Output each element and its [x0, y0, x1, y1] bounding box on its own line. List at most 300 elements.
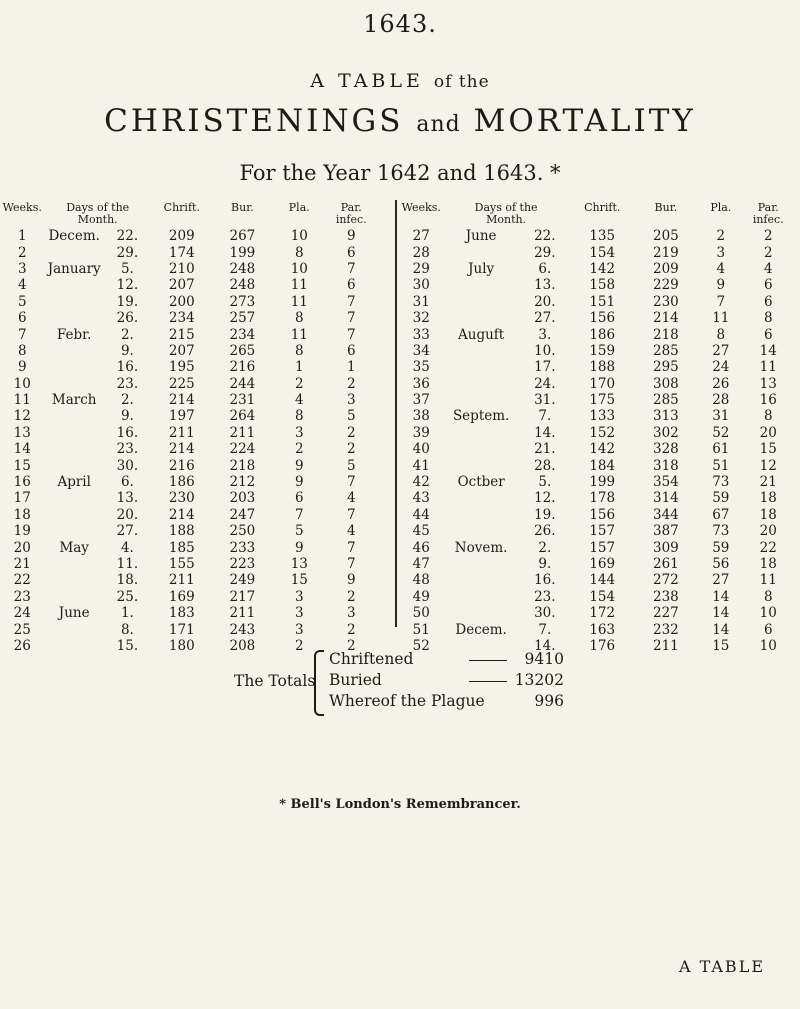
cell-parishes-infected: 5 — [346, 457, 356, 474]
cell-christenings: 169 — [589, 556, 616, 572]
cell-week: 2 — [17, 244, 27, 261]
cell-parishes-infected: 3 — [346, 392, 356, 409]
table-row — [0, 621, 376, 637]
cell-day: 2. — [120, 326, 134, 343]
cell-plague: 11 — [290, 293, 308, 310]
cell-week: 44 — [412, 506, 430, 523]
cell-christenings: 171 — [168, 621, 195, 638]
cell-plague: 4 — [294, 392, 304, 409]
table-row — [0, 294, 376, 310]
cell-month — [442, 277, 519, 293]
cell-burials: 249 — [229, 572, 256, 589]
totals-plague-label: Whereof the Plague — [329, 692, 485, 710]
cell-burials: 212 — [229, 474, 256, 491]
cell-parishes-infected: 8 — [763, 588, 773, 605]
cell-parishes-infected: 8 — [763, 408, 773, 425]
cell-parishes-infected: 7 — [346, 506, 356, 523]
cell-parishes-infected: 8 — [763, 310, 773, 327]
table-row — [400, 523, 792, 539]
cell-christenings: 216 — [168, 457, 195, 474]
cell-christenings: 214 — [168, 506, 195, 523]
cell-day: 6. — [120, 474, 134, 491]
cell-plague: 1 — [294, 359, 304, 376]
cell-plague: 3 — [294, 424, 304, 441]
cell-month: Auguft — [458, 326, 505, 343]
cell-month: Novem. — [454, 539, 508, 556]
cell-day: 9. — [538, 556, 552, 572]
cell-month: March — [51, 392, 97, 409]
cell-parishes-infected: 4 — [346, 490, 356, 507]
cell-day: 19. — [116, 293, 139, 310]
cell-burials: 265 — [229, 342, 256, 359]
cell-burials: 214 — [653, 310, 679, 327]
cell-week: 17 — [13, 490, 31, 507]
cell-week: 1 — [17, 228, 27, 245]
cell-day: 7. — [538, 621, 552, 638]
cell-plague: 8 — [294, 244, 304, 261]
table-row — [400, 441, 792, 457]
cell-burials: 216 — [229, 359, 256, 376]
cell-parishes-infected: 6 — [346, 342, 356, 359]
catchword: A TABLE — [678, 957, 765, 976]
cell-month — [45, 572, 104, 588]
cell-day: 25. — [116, 588, 139, 605]
cell-day: 30. — [534, 605, 556, 622]
cell-parishes-infected: 14 — [759, 342, 777, 359]
cell-week: 11 — [13, 392, 31, 409]
cell-parishes-infected: 2 — [346, 588, 356, 605]
cell-plague: 3 — [294, 621, 304, 638]
cell-week: 10 — [13, 375, 31, 392]
table-row — [0, 244, 376, 260]
cell-burials: 223 — [229, 556, 256, 572]
table-row — [0, 539, 376, 555]
cell-burials: 205 — [653, 228, 679, 245]
cell-week: 7 — [17, 326, 27, 343]
header-christenings: Chrift. — [584, 201, 621, 214]
table-row — [400, 457, 792, 473]
cell-day: 9. — [120, 408, 134, 425]
cell-christenings: 180 — [168, 637, 195, 654]
title-line-2 — [0, 103, 800, 139]
totals-buried-row — [329, 671, 564, 691]
cell-parishes-infected: 2 — [763, 244, 773, 261]
cell-christenings: 157 — [589, 523, 616, 540]
cell-week: 6 — [17, 310, 27, 327]
cell-week: 34 — [412, 342, 430, 359]
cell-christenings: 135 — [589, 228, 616, 245]
cell-week: 41 — [412, 457, 430, 474]
cell-parishes-infected: 7 — [346, 474, 356, 491]
cell-christenings: 159 — [589, 342, 616, 359]
cell-plague: 27 — [712, 572, 730, 589]
cell-parishes-infected: 15 — [759, 441, 777, 458]
cell-parishes-infected: 7 — [346, 310, 356, 327]
cell-month — [45, 457, 104, 473]
cell-month: Decem. — [455, 621, 507, 638]
title-line-1 — [0, 70, 800, 92]
cell-month: June — [465, 228, 497, 245]
cell-burials: 199 — [229, 244, 256, 261]
cell-day: 8. — [120, 621, 134, 638]
cell-day: 4. — [120, 539, 134, 556]
cell-christenings: 151 — [589, 293, 616, 310]
header-days-line1: Days of the — [474, 201, 538, 214]
year-header: 1643. — [363, 10, 437, 38]
table-row — [0, 556, 376, 572]
cell-week: 36 — [412, 375, 430, 392]
cell-day: 10. — [534, 342, 556, 359]
cell-burials: 244 — [229, 375, 256, 392]
cell-burials: 219 — [653, 244, 679, 261]
cell-burials: 238 — [653, 588, 679, 605]
cell-week: 19 — [13, 523, 31, 540]
cell-parishes-infected: 16 — [759, 392, 777, 409]
cell-week: 38 — [412, 408, 430, 425]
totals-plague-value: 996 — [534, 692, 564, 710]
cell-week: 29 — [412, 260, 430, 277]
header-days-of-month — [45, 202, 151, 228]
cell-parishes-infected: 6 — [763, 326, 773, 343]
cell-parishes-infected: 18 — [759, 490, 777, 507]
cell-parishes-infected: 21 — [759, 474, 777, 491]
cell-parishes-infected: 2 — [346, 375, 356, 392]
cell-week: 39 — [412, 424, 430, 441]
cell-day: 2. — [120, 392, 134, 409]
cell-plague: 51 — [712, 457, 730, 474]
cell-week: 48 — [412, 572, 430, 589]
cell-plague: 2 — [294, 375, 304, 392]
table-row — [400, 244, 792, 260]
table-row — [400, 605, 792, 621]
table-row — [400, 392, 792, 408]
totals-block — [234, 650, 564, 716]
table-row — [0, 457, 376, 473]
cell-burials: 328 — [653, 441, 679, 458]
cell-plague: 10 — [290, 228, 308, 245]
table-row — [400, 277, 792, 293]
cell-week: 51 — [412, 621, 430, 638]
cell-christenings: 186 — [168, 474, 195, 491]
dash-rule — [469, 660, 507, 661]
table-row — [400, 228, 792, 244]
cell-month — [442, 376, 519, 392]
cell-christenings: 225 — [168, 375, 195, 392]
cell-week: 32 — [412, 310, 430, 327]
cell-month — [45, 523, 104, 539]
cell-week: 20 — [13, 539, 31, 556]
cell-week: 43 — [412, 490, 430, 507]
cell-day: 29. — [116, 244, 139, 261]
cell-christenings: 169 — [168, 588, 195, 605]
cell-christenings: 200 — [168, 293, 195, 310]
cell-christenings: 142 — [589, 260, 616, 277]
cell-week: 12 — [13, 408, 31, 425]
cell-christenings: 197 — [168, 408, 195, 425]
dash-rule — [469, 681, 507, 682]
cell-christenings: 210 — [168, 260, 195, 277]
footnote: * Bell's London's Remembrancer. — [279, 797, 521, 812]
cell-month — [442, 605, 519, 621]
cell-month — [45, 310, 104, 326]
cell-burials: 257 — [229, 310, 256, 327]
cell-burials: 308 — [653, 375, 679, 392]
cell-burials: 217 — [229, 588, 256, 605]
cell-week: 4 — [17, 277, 27, 294]
cell-plague: 9 — [294, 539, 304, 556]
cell-month: May — [59, 539, 89, 556]
cell-month — [45, 359, 104, 375]
cell-burials: 248 — [229, 277, 256, 294]
totals-brace — [314, 650, 324, 716]
cell-christenings: 195 — [168, 359, 195, 376]
cell-plague: 2 — [294, 441, 304, 458]
cell-burials: 208 — [229, 637, 256, 654]
cell-plague: 59 — [712, 490, 730, 507]
cell-burials: 229 — [653, 277, 679, 294]
cell-week: 25 — [13, 621, 31, 638]
cell-christenings: 172 — [589, 605, 616, 622]
cell-burials: 295 — [653, 359, 679, 376]
cell-plague: 9 — [294, 474, 304, 491]
cell-parishes-infected: 18 — [759, 506, 777, 523]
cell-day: 22. — [116, 228, 139, 245]
cell-month — [442, 392, 519, 408]
cell-christenings: 207 — [168, 342, 195, 359]
cell-christenings: 183 — [168, 605, 195, 622]
cell-burials: 234 — [229, 326, 256, 343]
cell-burials: 211 — [229, 424, 256, 441]
cell-christenings: 188 — [168, 523, 195, 540]
table-row — [0, 392, 376, 408]
cell-parishes-infected: 10 — [759, 605, 777, 622]
title-year-range: For the Year 1642 and 1643. * — [239, 161, 561, 185]
cell-month — [442, 425, 519, 441]
cell-week: 13 — [13, 424, 31, 441]
cell-parishes-infected: 3 — [346, 605, 356, 622]
cell-plague: 56 — [712, 556, 730, 572]
cell-christenings: 156 — [589, 310, 616, 327]
cell-plague: 9 — [294, 457, 304, 474]
cell-plague: 59 — [712, 539, 730, 556]
totals-christened-label: Chriftened — [329, 650, 414, 668]
cell-parishes-infected: 11 — [759, 572, 777, 589]
cell-month — [442, 343, 519, 359]
cell-month — [442, 523, 519, 539]
table-row — [0, 589, 376, 605]
table-row — [0, 474, 376, 490]
cell-burials: 243 — [229, 621, 256, 638]
cell-burials: 272 — [653, 572, 679, 589]
cell-christenings: 144 — [589, 572, 616, 589]
cell-month: Septem. — [452, 408, 510, 425]
cell-week: 31 — [412, 293, 430, 310]
header-par-line2: infec. — [752, 213, 784, 226]
cell-burials: 309 — [653, 539, 679, 556]
cell-parishes-infected: 7 — [346, 539, 356, 556]
table-row — [0, 310, 376, 326]
cell-parishes-infected: 20 — [759, 424, 777, 441]
cell-parishes-infected: 7 — [346, 556, 356, 572]
cell-burials: 261 — [653, 556, 679, 572]
header-weeks: Weeks. — [401, 201, 441, 214]
totals-label: The Totals — [234, 672, 316, 690]
cell-parishes-infected: 6 — [763, 277, 773, 294]
cell-week: 27 — [412, 228, 430, 245]
cell-christenings: 234 — [168, 310, 195, 327]
cell-month — [45, 244, 104, 260]
cell-parishes-infected: 6 — [763, 621, 773, 638]
cell-day: 26. — [534, 523, 556, 540]
cell-christenings: 152 — [589, 424, 616, 441]
cell-burials: 247 — [229, 506, 256, 523]
cell-plague: 14 — [712, 621, 730, 638]
cell-week: 50 — [412, 605, 430, 622]
cell-day: 5. — [538, 474, 552, 491]
cell-parishes-infected: 2 — [346, 424, 356, 441]
cell-week: 35 — [412, 359, 430, 376]
table-row — [400, 425, 792, 441]
table-row — [0, 605, 376, 621]
cell-burials: 227 — [653, 605, 679, 622]
cell-parishes-infected: 20 — [759, 523, 777, 540]
cell-month: Febr. — [56, 326, 92, 343]
title-christenings: CHRISTENINGS — [104, 103, 404, 139]
cell-day: 23. — [116, 441, 139, 458]
cell-month — [442, 572, 519, 588]
cell-day: 26. — [116, 310, 139, 327]
table-row — [400, 261, 792, 277]
title-and: and — [416, 112, 461, 137]
table-row — [0, 572, 376, 588]
cell-christenings: 185 — [168, 539, 195, 556]
cell-month — [45, 589, 104, 605]
cell-parishes-infected: 7 — [346, 260, 356, 277]
cell-plague: 7 — [716, 293, 726, 310]
cell-day: 23. — [116, 375, 139, 392]
cell-burials: 248 — [229, 260, 256, 277]
cell-burials: 233 — [229, 539, 256, 556]
cell-day: 14. — [534, 424, 556, 441]
cell-plague: 9 — [716, 277, 726, 294]
cell-plague: 67 — [712, 506, 730, 523]
cell-day: 27. — [116, 523, 139, 540]
cell-plague: 14 — [712, 605, 730, 622]
cell-burials: 224 — [229, 441, 256, 458]
cell-christenings: 209 — [168, 228, 195, 245]
cell-week: 49 — [412, 588, 430, 605]
cell-day: 16. — [534, 572, 556, 589]
cell-month: January — [47, 260, 101, 277]
cell-burials: 387 — [653, 523, 679, 540]
cell-christenings: 174 — [168, 244, 195, 261]
header-burials: Bur. — [231, 201, 254, 214]
cell-day: 16. — [116, 424, 139, 441]
cell-plague: 52 — [712, 424, 730, 441]
table-row — [400, 556, 792, 572]
header-plague: Pla. — [288, 201, 310, 214]
cell-week: 26 — [13, 637, 31, 654]
cell-month: June — [58, 605, 90, 622]
cell-plague: 3 — [294, 605, 304, 622]
table-row — [0, 408, 376, 424]
totals-buried-value: 13202 — [514, 671, 564, 689]
cell-week: 24 — [13, 605, 31, 622]
header-par-line2: infec. — [335, 213, 367, 226]
cell-christenings: 156 — [589, 506, 616, 523]
cell-christenings: 184 — [589, 457, 616, 474]
cell-day: 29. — [534, 244, 556, 261]
cell-week: 8 — [17, 342, 27, 359]
cell-week: 42 — [412, 474, 430, 491]
cell-christenings: 176 — [589, 637, 616, 654]
cell-burials: 218 — [229, 457, 256, 474]
table-row — [400, 621, 792, 637]
cell-plague: 11 — [290, 326, 308, 343]
table-row — [400, 294, 792, 310]
cell-plague: 14 — [712, 588, 730, 605]
cell-parishes-infected: 2 — [346, 637, 356, 654]
cell-day: 9. — [120, 342, 134, 359]
cell-day: 11. — [116, 556, 139, 572]
cell-parishes-infected: 9 — [346, 572, 356, 589]
table-row — [400, 326, 792, 342]
cell-parishes-infected: 4 — [763, 260, 773, 277]
cell-plague: 31 — [712, 408, 730, 425]
cell-month: Octber — [457, 474, 505, 491]
cell-day: 19. — [534, 506, 556, 523]
table-row — [400, 589, 792, 605]
cell-burials: 354 — [653, 474, 679, 491]
cell-month — [442, 490, 519, 506]
header-parishes-infected — [745, 202, 792, 228]
cell-plague: 73 — [712, 474, 730, 491]
cell-parishes-infected: 6 — [346, 244, 356, 261]
cell-day: 1. — [120, 605, 134, 622]
totals-christened-row — [329, 650, 564, 670]
cell-parishes-infected: 13 — [759, 375, 777, 392]
cell-christenings: 154 — [589, 244, 616, 261]
cell-christenings: 211 — [168, 424, 195, 441]
cell-month: July — [468, 260, 495, 277]
title-table-text: A TABLE — [310, 70, 424, 92]
cell-month — [45, 490, 104, 506]
cell-plague: 15 — [290, 572, 308, 589]
header-burials: Bur. — [654, 201, 678, 214]
cell-week: 45 — [412, 523, 430, 540]
cell-week: 40 — [412, 441, 430, 458]
cell-christenings: 142 — [589, 441, 616, 458]
cell-christenings: 155 — [168, 556, 195, 572]
cell-week: 30 — [412, 277, 430, 294]
header-days-line1: Days of the — [66, 201, 130, 214]
cell-week: 28 — [412, 244, 430, 261]
cell-parishes-infected: 18 — [759, 556, 777, 572]
cell-parishes-infected: 2 — [346, 441, 356, 458]
cell-christenings: 158 — [589, 277, 616, 294]
cell-christenings: 214 — [168, 441, 195, 458]
table-row — [400, 408, 792, 424]
cell-burials: 344 — [653, 506, 679, 523]
cell-plague: 3 — [716, 244, 726, 261]
cell-month — [442, 244, 519, 260]
cell-plague: 6 — [294, 490, 304, 507]
cell-week: 37 — [412, 392, 430, 409]
cell-day: 31. — [534, 392, 556, 409]
cell-plague: 8 — [294, 310, 304, 327]
header-par-line1: Par. — [340, 201, 362, 214]
cell-christenings: 170 — [589, 375, 616, 392]
